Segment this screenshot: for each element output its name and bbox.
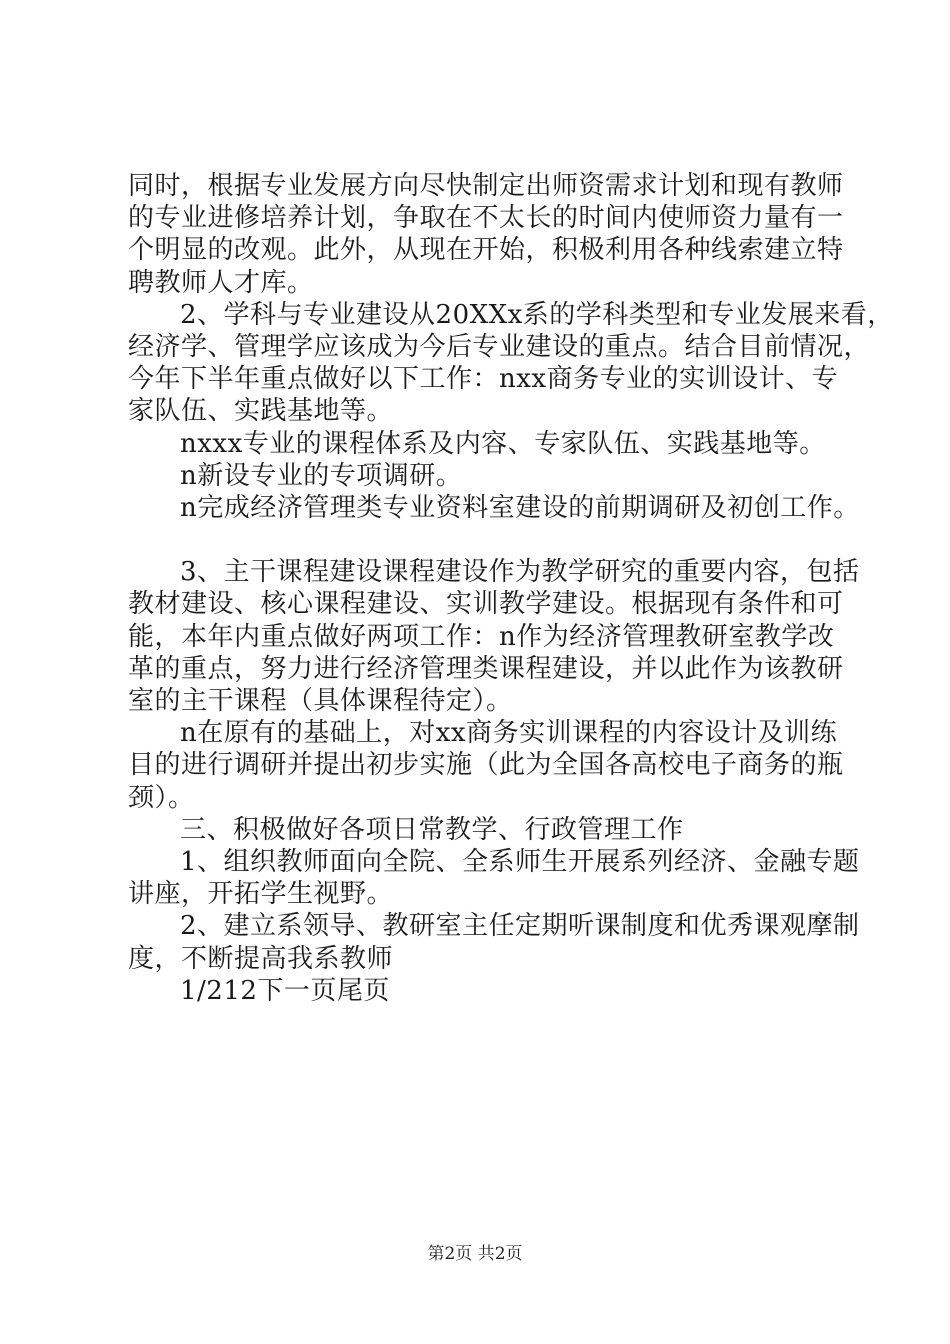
text-line: n在原有的基础上，对xx商务实训课程的内容设计及训练 [180,718,838,749]
text-line: 室的主干课程（具体课程待定）。 [128,686,513,716]
text-line: 3、主干课程建设课程建设作为教学研究的重要内容，包括 [180,557,860,588]
text-line: 度，不断提高我系教师 [128,943,394,974]
text-line: 2、建立系领导、教研室主任定期听课制度和优秀课观摩制 [180,911,860,942]
text-line: 2、学科与专业建设从20XXx系的学科类型和专业发展来看， [180,299,894,330]
text-line: 颈）。 [128,782,195,813]
text-line: 革的重点，努力进行经济管理类课程建设，并以此作为该教研 [128,653,844,684]
text-line: 1、组织教师面向全院、全系师生开展系列经济、金融专题 [180,846,860,877]
blank-line [128,524,836,556]
text-line: 经济学、管理学应该成为今后专业建设的重点。结合目前情况， [128,331,871,362]
text-line: 家队伍、实践基地等。 [128,396,394,427]
text-line: 的专业进修培养计划，争取在不太长的时间内使师资力量有一 [128,203,844,234]
text-line: 同时，根据专业发展方向尽快制定出师资需求计划和现有教师 [128,171,844,201]
text-line: nxxx专业的课程体系及内容、专家队伍、实践基地等。 [180,428,826,459]
text-line: 目的进行调研并提出初步实施（此为全国各高校电子商务的瓶 [128,750,844,781]
text-line: 聘教师人才库。 [128,267,314,298]
text-line: 个明显的改观。此外，从现在开始，积极利用各种线索建立特 [128,235,844,266]
text-line: 讲座，开拓学生视野。 [128,879,394,910]
text-line: n完成经济管理类专业资料室建设的前期调研及初创工作。 [180,492,860,523]
text-line: n新设专业的专项调研。 [180,460,463,491]
section-heading: 三、积极做好各项日常教学、行政管理工作 [180,814,684,845]
text-line: 能，本年内重点做好两项工作：n作为经济管理教研室教学改 [128,621,835,652]
pagination-text: 1/212下一页尾页 [180,975,390,1006]
document-body [128,170,894,1007]
text-line: 教材建设、核心课程建设、实训教学建设。根据现有条件和可 [128,589,844,620]
page-number-footer: 第2页 共2页 [427,1244,523,1264]
text-line: 今年下半年重点做好以下工作：nxx商务专业的实训设计、专 [128,364,839,395]
